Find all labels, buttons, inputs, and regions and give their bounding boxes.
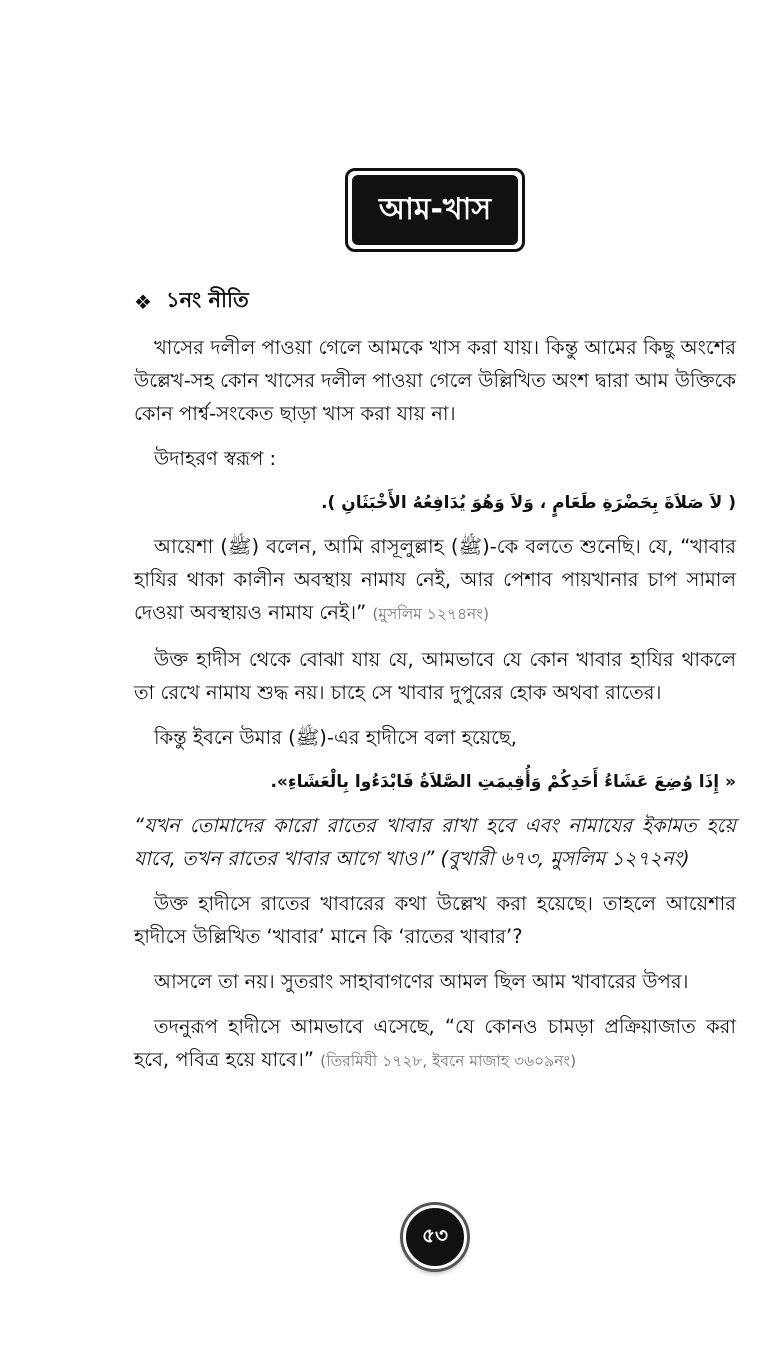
arabic-hadith-2: « إِذَا وُضِعَ عَشَاءُ أَحَدِكُمْ وَأُقِيمَتِ الصَّلاَةُ فَابْدَءُوا بِالْعَشَاءِ».	[270, 772, 736, 792]
paragraph-aisha-hadith	[134, 530, 736, 631]
chapter-title: আম-খাস	[352, 175, 518, 245]
aisha-hadith-reference: (মুসলিম ১২৭৪নং)	[372, 605, 490, 623]
paragraph-ibn-umar-translation: “যখন তোমাদের কারো রাতের খাবার রাখা হবে এবং নামাযের ইকামত হয়ে যাবে, তখন রাতের খাবার আগে খাও।” (বুখারী ৬৭৩, মুসলিম ১২৭২নং)	[134, 814, 736, 870]
chapter-title-box	[345, 168, 525, 252]
page-content	[134, 284, 736, 1090]
similar-hadith-reference: (তিরমিযী ১৭২৮, ইবনে মাজাহ ৩৬০৯নং)	[320, 1052, 577, 1070]
example-label: উদাহরণ স্বরূপ :	[154, 447, 277, 470]
paragraph-similar-hadith	[134, 1010, 736, 1078]
four-diamond-bullet-icon: ❖	[134, 289, 152, 314]
arabic-hadith-1: ( لاَ صَلاَةَ بِحَضْرَةِ طَعَامٍ ، وَلاَ وَهُوَ يُدَافِعُهُ الأَخْبَثَانِ ).	[321, 493, 736, 513]
rule-heading	[134, 284, 736, 319]
rule-heading-text: ১নং নীতি	[165, 288, 249, 312]
page-number-badge: ৫৩	[403, 1205, 467, 1269]
paragraph-conclusion: আসলে তা নয়। সুতরাং সাহাবাগণের আমল ছিল আম খাবারের উপর।	[154, 970, 689, 993]
paragraph-explanation-1: উক্ত হাদীস থেকে বোঝা যায় যে, আমভাবে যে কোন খাবার হাযির থাকলে তা রেখে নামায শুদ্ধ নয়। চাহে সে খাবার দুপুরের হোক অথবা রাতের।	[134, 648, 736, 704]
paragraph-ibn-umar-intro: কিন্তু ইবনে উমার (ﷺ)-এর হাদীসে বলা হয়েছে,	[154, 726, 517, 749]
paragraph-explanation-2: উক্ত হাদীসে রাতের খাবারের কথা উল্লেখ করা হয়েছে। তাহলে আয়েশার হাদীসে উল্লিখিত ‘খাবার’ মানে কি ‘রাতের খাবার’?	[134, 892, 736, 948]
aisha-hadith-text: আয়েশা (ﷺ) বলেন, আমি রাসূলুল্লাহ (ﷺ)-কে বলতে শুনেছি। যে, “খাবার হাযির থাকা কালীন অবস্থায় নামায নেই, আর পেশাব পায়খানার চাপ সামাল দেওয়া অবস্থায়ও নামায নেই।”	[134, 535, 736, 624]
paragraph-rule-definition: খাসের দলীল পাওয়া গেলে আমকে খাস করা যায়। কিন্তু আমের কিছু অংশের উল্লেখ-সহ কোন খাসের দলীল পাওয়া গেলে উল্লিখিত অংশ দ্বারা আম উক্তিকে কোন পার্শ্ব-সংকেত ছাড়া খাস করা যায় না।	[134, 336, 736, 425]
similar-hadith-text: তদনুরূপ হাদীসে আমভাবে এসেছে, “যে কোনও চামড়া প্রক্রিয়াজাত করা হবে, পবিত্র হয়ে যাবে।”	[134, 1015, 736, 1071]
